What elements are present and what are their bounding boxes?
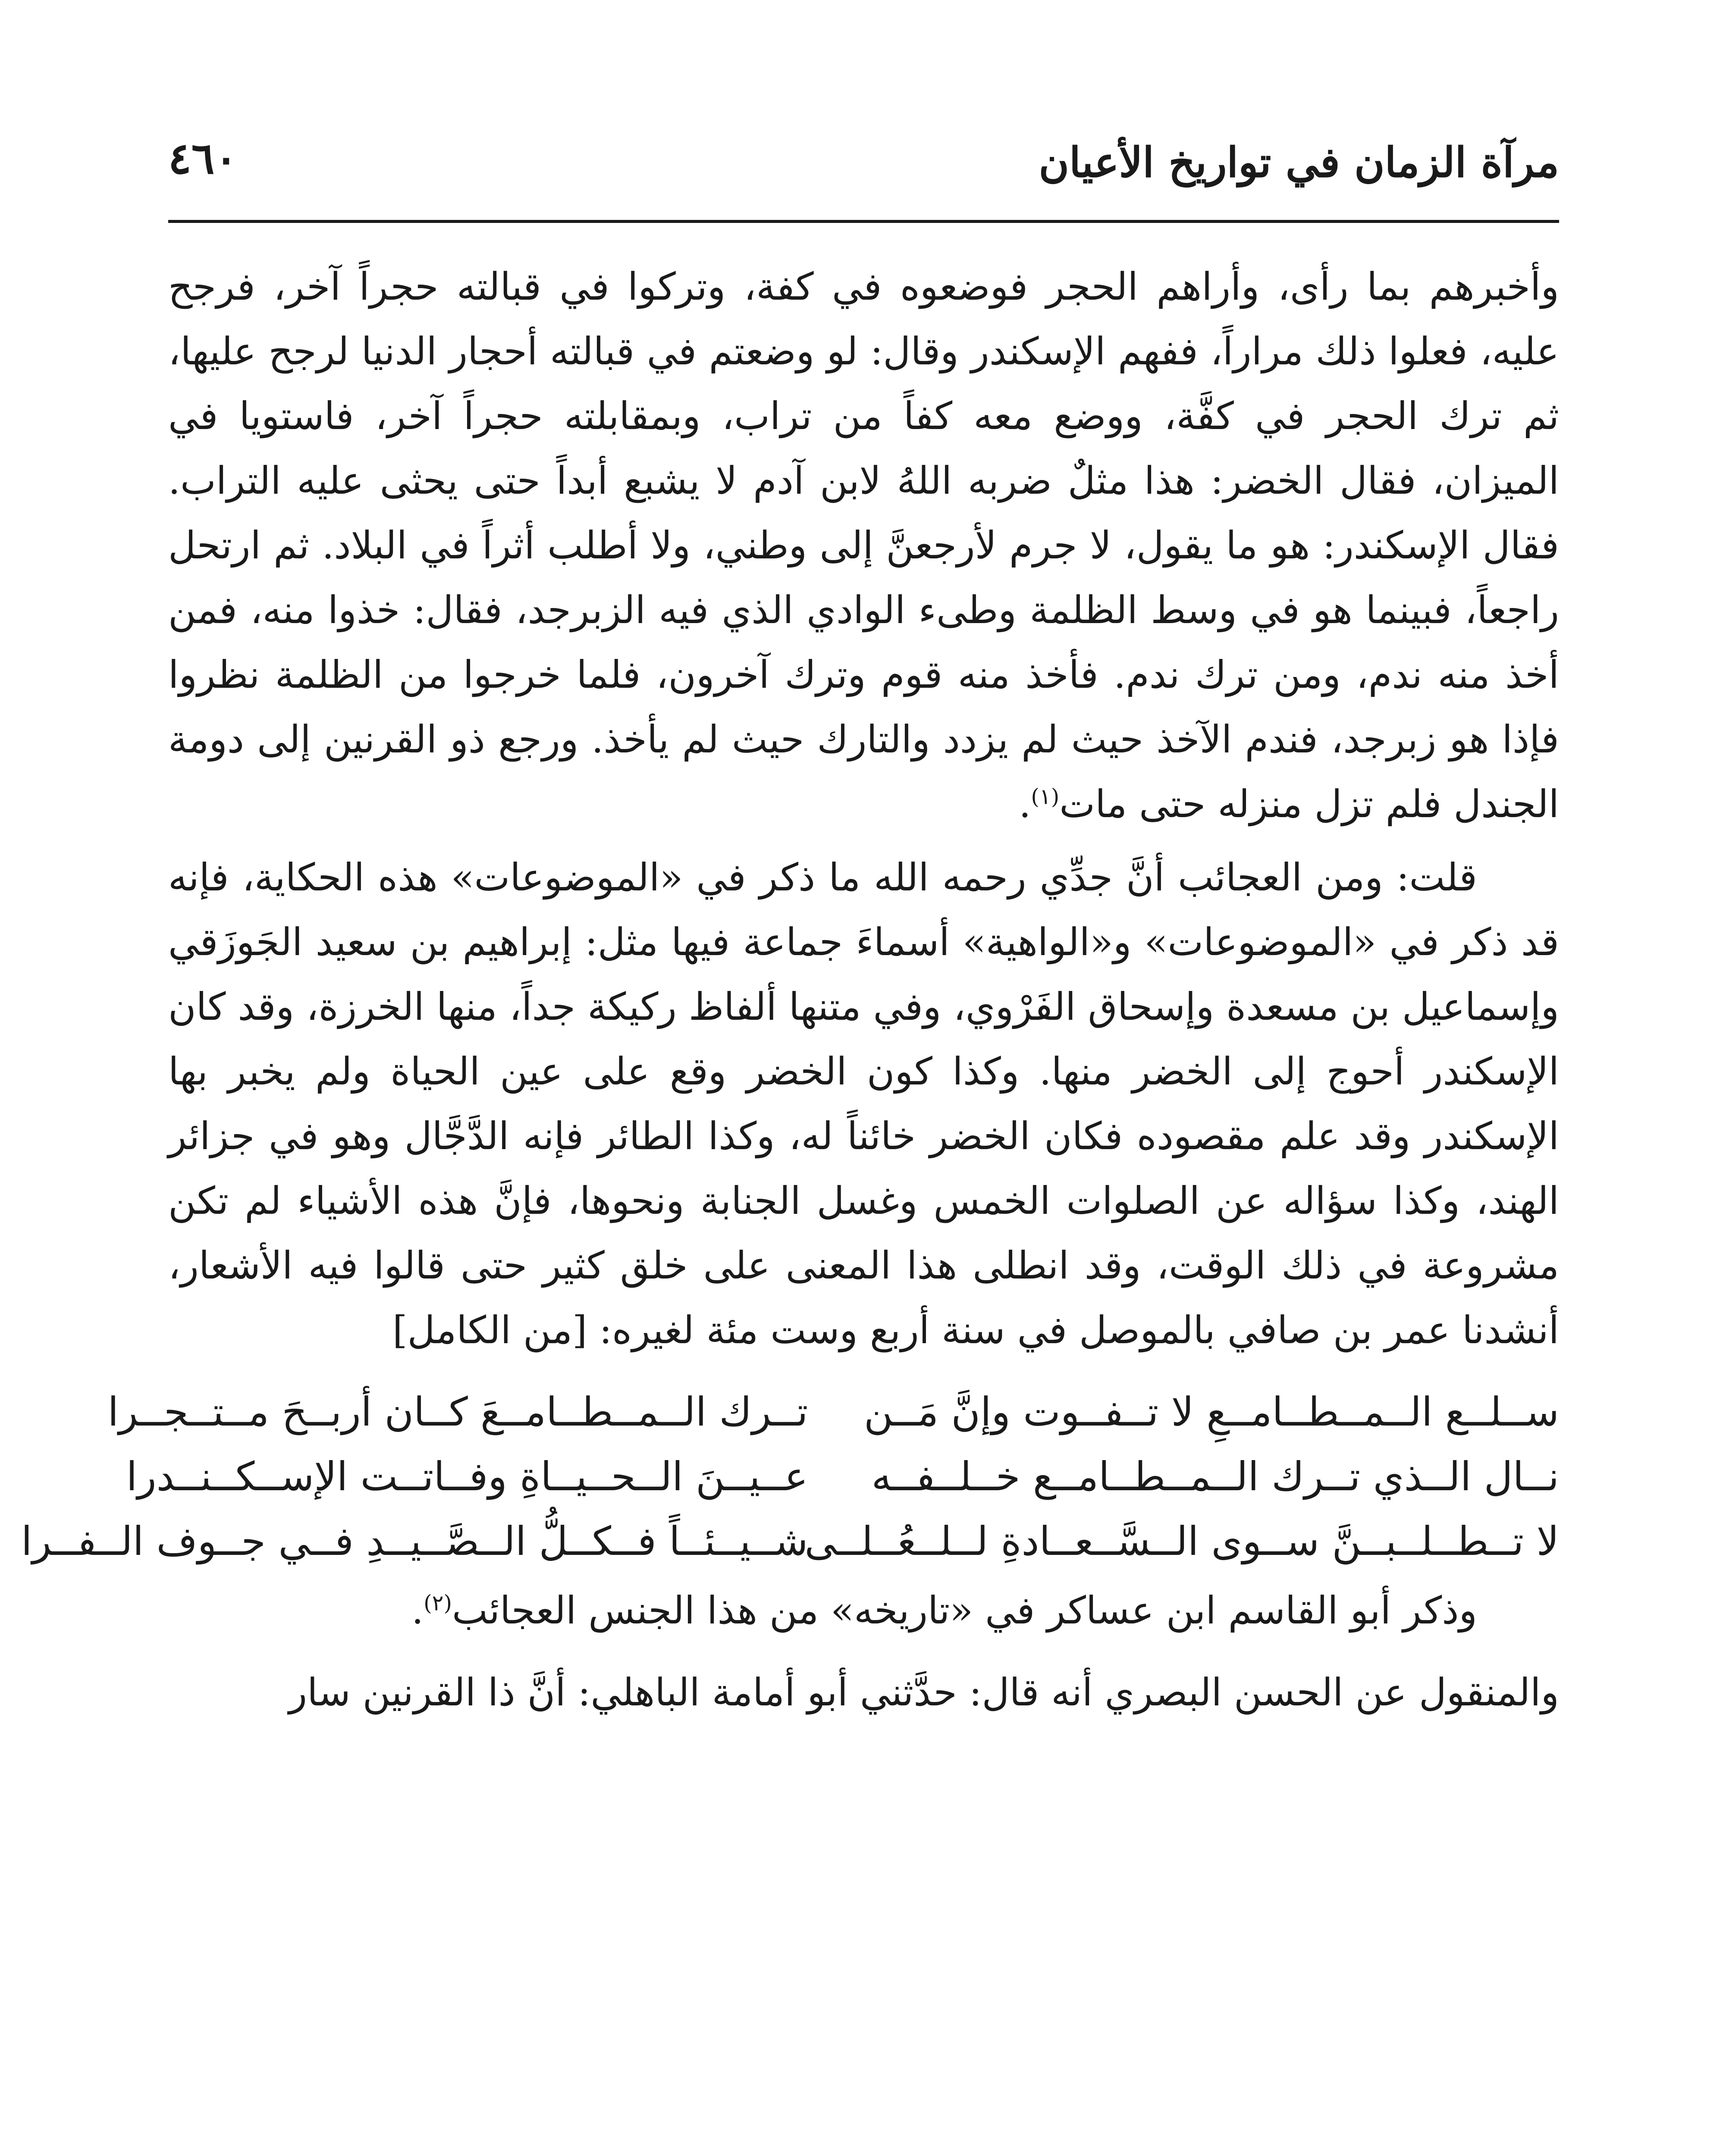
paragraph-4: والمنقول عن الحسن البصري أنه قال: حدَّثني أبو أمامة الباهلي: أنَّ ذا القرنين سار (289, 1670, 1559, 1714)
running-header (168, 129, 1559, 203)
paragraph-1 (168, 254, 1559, 837)
paragraph-2: قلت: ومن العجائب أنَّ جدِّي رحمه الله ما ذكر في «الموضوعات» هذه الحكاية، فإنه قد ذكر في «الموضوعات» و«الواهية» أسماءَ جماعة فيها مثل: إبراهيم بن سعيد الجَوزَقي وإسماعيل بن مسعدة وإسحاق الفَرْوي، وفي متنها ألفاظ ركيكة جداً، منها الخرزة، وقد كان الإسكندر أحوج إلى الخضر منها. وكذا كون الخضر وقع على عين الحياة ولم يخبر بها الإسكندر وقد علم مقصوده فكان الخضر خائناً له، وكذا الطائر فإنه الدَّجَّال وهو في جزائر الهند، وكذا سؤاله عن الصلوات الخمس وغسل الجنابة ونحوها، فإنَّ هذه الأشياء لم تكن مشروعة في ذلك الوقت، وقد انطلى هذا المعنى على خلق كثير حتى قالوا فيه الأشعار، أنشدنا عمر بن صافي بالموصل في سنة أربع وست مئة لغيره: [من الكامل] (168, 855, 1559, 1352)
poem-line (107, 1380, 1559, 1445)
poem-line (21, 1509, 1559, 1574)
paragraph-3-text: وذكر أبو القاسم ابن عساكر في «تاريخه» من هذا الجنس العجائب (452, 1588, 1477, 1633)
paragraph-1-end: . (1019, 782, 1031, 826)
poem-line-1-second-hemistich: تــرك الــمــطــامــعَ كــان أربــحَ مــتــجــرا (107, 1389, 808, 1435)
poem-line-1-first-hemistich: ســلــع الــمــطــامــعِ لا تــفــوت وإنَّ مَــن (863, 1389, 1559, 1435)
footnote-ref-1: (١) (1031, 784, 1060, 809)
paragraph-3 (168, 1578, 1559, 1643)
poem (21, 1380, 1559, 1574)
poem-line-3-second-hemistich: شــيــئــاً فــكــلُّ الــصَّــيــدِ فــي جــوف الــفــرا (21, 1518, 808, 1564)
page-number: ٤٦٠ (168, 133, 238, 184)
paragraph-1-text: وأخبرهم بما رأى، وأراهم الحجر فوضعوه في كفة، وتركوا في قبالته حجراً آخر، فرجح عليه، فعلوا ذلك مراراً، ففهم الإسكندر وقال: لو وضعتم في قبالته أحجار الدنيا لرجح عليها، ثم ترك الحجر في كفَّة، ووضع معه كفاً من تراب، وبمقابلته حجراً آخر، فاستويا في الميزان، فقال الخضر: هذا مثلٌ ضربه اللهُ لابن آدم لا يشبع أبداً حتى يحثى عليه التراب. فقال الإسكندر: هو ما يقول، لا جرم لأرجعنَّ إلى وطني، ولا أطلب أثراً في البلاد. ثم ارتحل راجعاً، فبينما هو في وسط الظلمة وطىء الوادي الذي فيه الزبرجد، فقال: خذوا منه، فمن أخذ منه ندم، ومن ترك ندم. فأخذ منه قوم وترك آخرون، فلما خرجوا من الظلمة نظروا فإذا هو زبرجد، فندم الآخذ حيث لم يزدد والتارك حيث لم يأخذ. ورجع ذو القرنين إلى دومة الجندل فلم تزل منزله حتى مات (168, 264, 1560, 826)
poem-line-2-first-hemistich: نــال الــذي تــرك الــمــطــامــع خــلــفــه (871, 1454, 1559, 1500)
book-title: مرآة الزمان في تواريخ الأعيان (1039, 138, 1559, 187)
main-text (21, 254, 1560, 1725)
paragraph-3-end: . (411, 1588, 424, 1633)
header-rule (168, 220, 1559, 223)
poem-line (126, 1445, 1559, 1509)
footnote-ref-2: (٢) (424, 1590, 452, 1616)
poem-line-2-second-hemistich: عــيــنَ الــحــيــاةِ وفــاتــت الإســكــنــدرا (126, 1454, 808, 1500)
poem-line-3-first-hemistich: لا تــطــلــبــنَّ ســوى الــسَّــعــادةِ لــلــعُــلــى (804, 1518, 1559, 1564)
